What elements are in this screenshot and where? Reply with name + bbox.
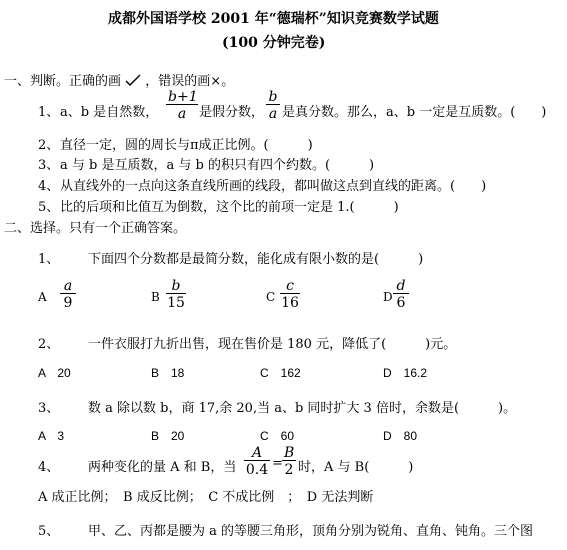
- page-subtitle: (100 分钟完卷): [222, 35, 326, 51]
- judgment-item-2-text: 直径一定，圆的周长与π成正比例。( ): [60, 138, 313, 153]
- fraction-numerator: c: [286, 278, 294, 294]
- q4-fraction-a-over-0-4: [244, 446, 270, 477]
- judgment-item-4-number: 4、: [38, 179, 60, 194]
- fraction-numerator: A: [251, 445, 263, 461]
- fraction-b-over-a: [266, 90, 280, 121]
- judgment-item-2-number: 2、: [38, 138, 60, 153]
- q3-option-a: A 3: [38, 429, 65, 443]
- judgment-item-5-number: 5、: [38, 200, 60, 215]
- q4-options: A 成正比例； B 成反比例； C 不成比例 ； D 无法判断: [38, 490, 374, 505]
- fraction-numerator: b: [171, 278, 181, 294]
- q1-option-b-letter: B: [151, 290, 160, 304]
- fraction-denominator: 9: [60, 293, 76, 310]
- choice-q4-text-b: 时，A 与 B( ): [298, 460, 414, 475]
- section1-heading-tail: ，错误的画×。: [145, 74, 235, 89]
- fraction-numerator: B: [284, 445, 295, 461]
- judgment-item-1-text-b: 是假分数，: [199, 105, 265, 120]
- q1-option-d-fraction: [393, 279, 409, 310]
- judgment-item-1-text-a: a、b 是自然数，: [60, 105, 159, 120]
- fraction-numerator: b: [268, 89, 278, 105]
- fraction-denominator: 2: [282, 460, 296, 477]
- choice-q1-number: 1、: [38, 252, 60, 267]
- judgment-item-3-number: 3、: [38, 158, 60, 173]
- choice-q5-number: 5、: [38, 524, 60, 539]
- q2-option-c: C 162: [260, 366, 301, 380]
- choice-q2-text: 一件衣服打九折出售，现在售价是 180 元，降低了( )元。: [88, 337, 457, 352]
- fraction-b-plus-1-over-a: [166, 90, 198, 121]
- q3-option-b: B 20: [151, 429, 185, 443]
- fraction-numerator: b+1: [168, 89, 198, 105]
- choice-q3-number: 3、: [38, 401, 60, 416]
- fraction-denominator: a: [266, 104, 280, 121]
- q1-option-c-fraction: [280, 279, 300, 310]
- section1-heading: [4, 70, 234, 89]
- q4-equals-sign: =: [272, 456, 283, 471]
- q3-option-c: C 60: [260, 429, 295, 443]
- judgment-item-4-text: 从直线外的一点向这条直线所画的线段，都叫做这点到直线的距离。( ): [60, 179, 487, 194]
- fraction-numerator: d: [396, 278, 406, 294]
- choice-q3-text: 数 a 除以数 b，商 17,余 20,当 a、b 同时扩大 3 倍时，余数是( )。: [88, 401, 517, 416]
- q2-option-b: B 18: [151, 366, 185, 380]
- judgment-item-1-text-c: 是真分数。那么，a、b 一定是互质数。( ): [282, 105, 547, 120]
- q2-option-d: D 16.2: [383, 366, 428, 380]
- fraction-denominator: 15: [167, 295, 185, 311]
- fraction-denominator: 0.4: [245, 462, 269, 478]
- choice-q4-text-a: 两种变化的量 A 和 B，当: [88, 460, 237, 475]
- fraction-denominator: 16: [281, 295, 299, 311]
- q1-option-a-fraction: [60, 279, 76, 310]
- choice-q1-text: 下面四个分数都是最简分数，能化成有限小数的是( ): [88, 252, 424, 267]
- fraction-denominator: a: [166, 104, 198, 121]
- choice-q5-text: 甲、乙、丙都是腰为 a 的等腰三角形，顶角分别为锐角、直角、钝角。三个图: [88, 524, 534, 539]
- section1-heading-text: 一、判断。正确的画: [4, 74, 122, 89]
- check-mark-icon: [125, 74, 141, 86]
- section2-heading: 二、选择。只有一个正确答案。: [4, 221, 187, 236]
- judgment-item-1-number: 1、: [38, 105, 60, 120]
- q1-option-d-letter: D: [383, 290, 393, 304]
- q4-fraction-b-over-2: [282, 446, 296, 477]
- q3-option-d: D 80: [383, 429, 418, 443]
- fraction-denominator: 6: [393, 293, 409, 310]
- q1-option-b-fraction: [166, 279, 186, 310]
- judgment-item-3-text: a 与 b 是互质数，a 与 b 的积只有四个约数。( ): [60, 158, 375, 173]
- page-title: 成都外国语学校 2001 年“德瑞杯”知识竞赛数学试题: [108, 11, 439, 27]
- judgment-item-5-text: 比的后项和比值互为倒数，这个比的前项一定是 1.( ): [60, 200, 399, 215]
- q2-option-a: A 20: [38, 366, 71, 380]
- choice-q4-number: 4、: [38, 460, 60, 475]
- q1-option-a-letter: A: [38, 290, 47, 304]
- q1-option-c-letter: C: [266, 290, 276, 304]
- choice-q2-number: 2、: [38, 337, 60, 352]
- fraction-numerator: a: [63, 278, 73, 294]
